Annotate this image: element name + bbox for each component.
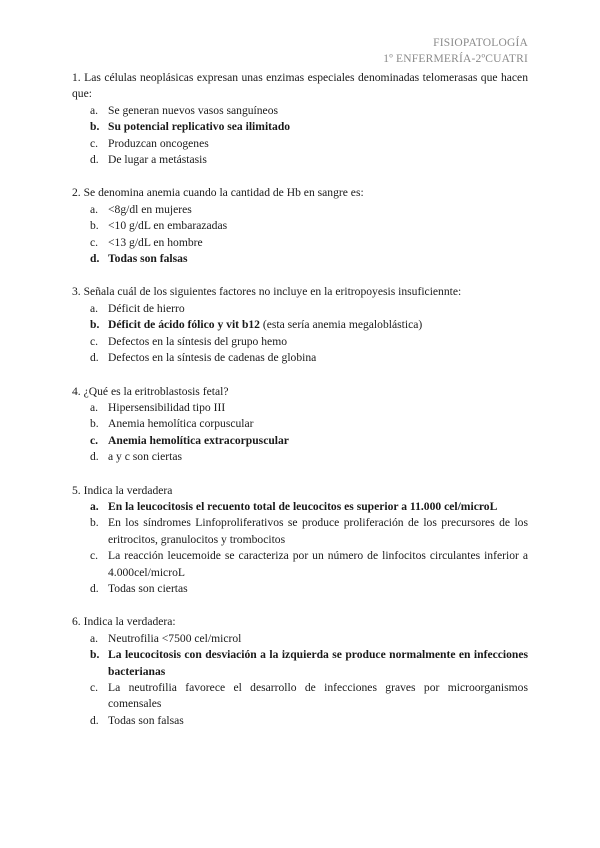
option-letter: b. — [90, 318, 100, 332]
answer-options — [72, 631, 528, 729]
answer-option — [72, 680, 528, 713]
option-plain-text: Todas son ciertas — [108, 581, 188, 595]
option-correct-text: La leucocitosis con desviación a la izquierda se produce normalmente en infecciones bacterianas — [108, 648, 528, 678]
question-6 — [72, 614, 528, 729]
option-letter: c. — [90, 235, 99, 249]
option-plain-text: Déficit de hierro — [108, 301, 185, 315]
answer-option — [72, 119, 528, 135]
option-correct-text: En la leucocitosis el recuento total de leucocitos es superior a 11.000 cel/microL — [108, 499, 498, 513]
option-letter: c. — [90, 334, 99, 348]
option-plain-text: (esta sería anemia megaloblástica) — [259, 318, 423, 332]
option-letter: a. — [90, 301, 99, 315]
answer-option — [72, 400, 528, 416]
option-text — [108, 103, 528, 119]
option-text — [108, 581, 528, 597]
option-plain-text: En los síndromes Linfoproliferativos se produce proliferación de los precursores de los eritrocitos, granulocitos y trombocitos — [108, 516, 528, 546]
question-text: 4. ¿Qué es la eritroblastosis fetal? — [72, 384, 229, 398]
option-plain-text: <13 g/dL en hombre — [108, 235, 203, 249]
option-text — [108, 136, 528, 152]
option-plain-text: a y c son ciertas — [108, 450, 183, 464]
answer-option — [72, 631, 528, 647]
option-text — [108, 334, 528, 350]
option-letter: c. — [90, 433, 99, 447]
option-correct-text: Anemia hemolítica extracorpuscular — [108, 433, 289, 447]
option-text — [108, 235, 528, 251]
option-plain-text: Todas son falsas — [108, 713, 184, 727]
option-letter: d. — [90, 713, 99, 727]
question-text: 6. Indica la verdadera: — [72, 615, 176, 629]
answer-option — [72, 416, 528, 432]
option-letter: d. — [90, 351, 99, 365]
option-plain-text: Se generan nuevos vasos sanguíneos — [108, 103, 279, 117]
answer-option — [72, 713, 528, 729]
answer-option — [72, 581, 528, 597]
option-text — [108, 680, 528, 713]
option-text — [108, 251, 528, 267]
option-text — [108, 449, 528, 465]
answer-option — [72, 548, 528, 581]
header-course: 1º ENFERMERÍA-2ºCUATRI — [383, 53, 528, 65]
option-text — [108, 317, 528, 333]
option-letter: d. — [90, 153, 99, 167]
option-letter: c. — [90, 681, 99, 694]
option-text — [108, 400, 528, 416]
answer-option — [72, 317, 528, 333]
option-letter: d. — [90, 581, 99, 595]
answer-option — [72, 251, 528, 267]
option-letter: a. — [90, 103, 99, 117]
answer-option — [72, 152, 528, 168]
answer-options — [72, 202, 528, 268]
answer-options — [72, 301, 528, 367]
option-text — [108, 499, 528, 515]
answer-options — [72, 400, 528, 466]
answer-option — [72, 202, 528, 218]
answer-option — [72, 433, 528, 449]
answer-option — [72, 136, 528, 152]
option-plain-text: Produzcan oncogenes — [108, 136, 209, 150]
option-text — [108, 548, 528, 581]
option-text — [108, 631, 528, 647]
question-list — [72, 70, 528, 746]
option-letter: b. — [90, 417, 99, 431]
option-text — [108, 350, 528, 366]
option-letter: d. — [90, 450, 99, 464]
option-letter: b. — [90, 120, 100, 134]
option-text — [108, 433, 528, 449]
header-subject: FISIOPATOLOGÍA — [433, 37, 528, 49]
answer-options — [72, 103, 528, 169]
option-plain-text: <8g/dl en mujeres — [108, 202, 192, 216]
option-letter: b. — [90, 648, 100, 662]
option-letter: a. — [90, 400, 99, 414]
option-letter: c. — [90, 549, 99, 563]
option-text — [108, 647, 528, 680]
answer-option — [72, 350, 528, 366]
option-text — [108, 152, 528, 168]
option-letter: a. — [90, 202, 99, 216]
question-text: 5. Indica la verdadera — [72, 483, 173, 497]
question-2 — [72, 185, 528, 267]
option-plain-text: La reacción leucemoide se caracteriza por un número de linfocitos circulantes inferior a 4.000cel/microL — [108, 549, 528, 579]
answer-option — [72, 515, 528, 548]
answer-option — [72, 499, 528, 515]
option-plain-text: Defectos en la síntesis del grupo hemo — [108, 334, 288, 348]
answer-option — [72, 647, 528, 680]
option-plain-text: Neutrofilia <7500 cel/microl — [108, 631, 242, 645]
question-text: 2. Se denomina anemia cuando la cantidad de Hb en sangre es: — [72, 186, 364, 200]
page-header — [383, 35, 528, 67]
answer-option — [72, 218, 528, 234]
option-plain-text: <10 g/dL en embarazadas — [108, 219, 228, 233]
option-correct-text: Su potencial replicativo sea ilimitado — [108, 120, 291, 134]
option-text — [108, 713, 528, 729]
option-plain-text: La neutrofilia favorece el desarrollo de infecciones graves por microorganismos comensales — [108, 681, 528, 711]
option-plain-text: Hipersensibilidad tipo III — [108, 400, 226, 414]
answer-options — [72, 499, 528, 597]
option-text — [108, 202, 528, 218]
option-letter: d. — [90, 252, 100, 266]
question-1 — [72, 70, 528, 168]
option-plain-text: Defectos en la síntesis de cadenas de globina — [108, 351, 317, 365]
option-plain-text: Anemia hemolítica corpuscular — [108, 417, 254, 431]
option-letter: a. — [90, 631, 99, 645]
question-text: 1. Las células neoplásicas expresan unas enzimas especiales denominadas telomerasas que hacen que: — [72, 71, 528, 101]
option-text — [108, 119, 528, 135]
question-4 — [72, 384, 528, 466]
answer-option — [72, 103, 528, 119]
answer-option — [72, 301, 528, 317]
option-text — [108, 515, 528, 548]
option-letter: b. — [90, 219, 99, 233]
option-plain-text: De lugar a metástasis — [108, 153, 207, 167]
question-5 — [72, 483, 528, 598]
option-text — [108, 416, 528, 432]
option-correct-text: Todas son falsas — [108, 252, 188, 266]
option-text — [108, 301, 528, 317]
option-text — [108, 218, 528, 234]
option-correct-text: Déficit de ácido fólico y vit b12 — [108, 318, 260, 332]
answer-option — [72, 334, 528, 350]
answer-option — [72, 235, 528, 251]
option-letter: c. — [90, 136, 99, 150]
option-letter: b. — [90, 516, 99, 530]
option-letter: a. — [90, 499, 99, 513]
answer-option — [72, 449, 528, 465]
question-text: 3. Señala cuál de los siguientes factores no incluye en la eritropoyesis insuficiennte: — [72, 285, 462, 299]
question-3 — [72, 284, 528, 366]
